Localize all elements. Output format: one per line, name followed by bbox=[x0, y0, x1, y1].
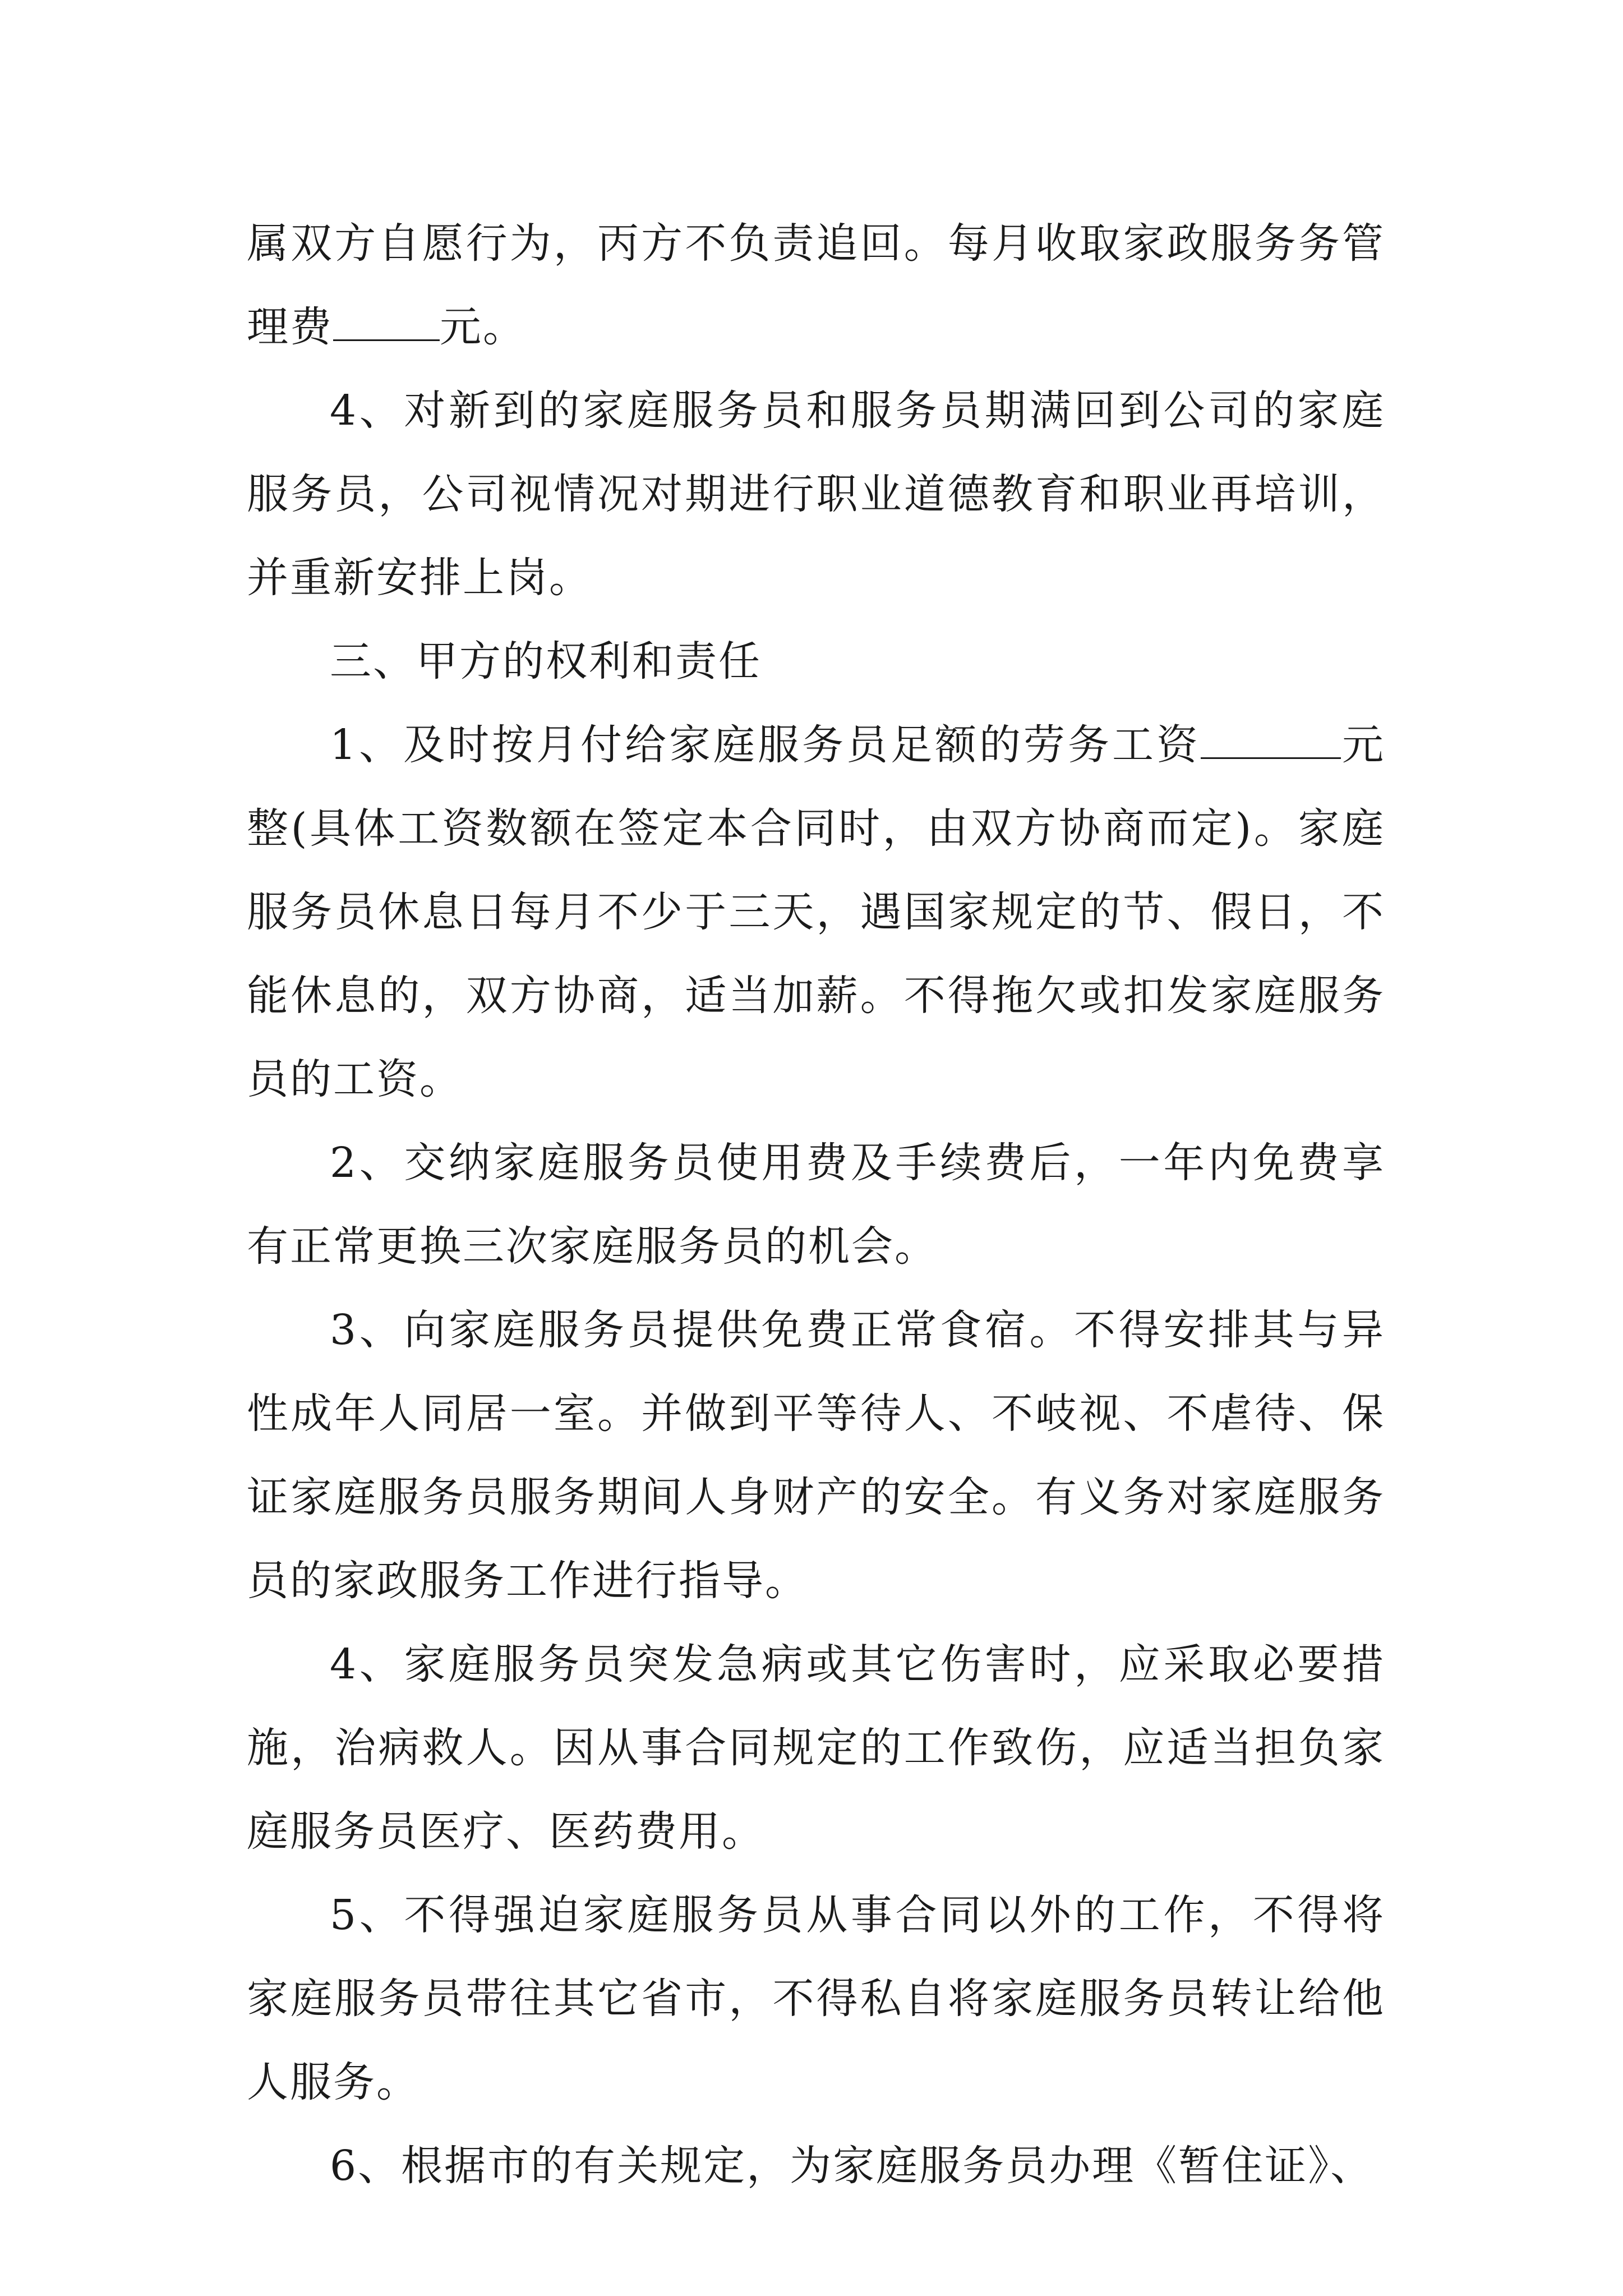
paragraph-fee-continuation bbox=[247, 202, 1385, 369]
paragraph-text: 1、及时按月付给家庭服务员足额的劳务工资 bbox=[330, 721, 1201, 769]
clause-3-2: 2、交纳家庭服务员使用费及手续费后，一年内免费享有正常更换三次家庭服务员的机会。 bbox=[247, 1139, 1385, 1271]
clause-3-5: 5、不得强迫家庭服务员从事合同以外的工作，不得将家庭服务员带往其它省市，不得私自将家庭服务员转让给他人服务。 bbox=[247, 1891, 1385, 2106]
paragraph-text: 属双方自愿行为，丙方不负责追回。每月收取家政服务务管理费 bbox=[247, 219, 1385, 351]
clause-3-1 bbox=[247, 703, 1385, 1121]
section-heading-party-a: 三、甲方的权利和责任 bbox=[330, 637, 762, 685]
clause-2-4: 4、对新到的家庭服务员和服务员期满回到公司的家庭服务员，公司视情况对期进行职业道德教育和职业再培训，并重新安排上岗。 bbox=[247, 386, 1385, 602]
clause-3-3: 3、向家庭服务员提供免费正常食宿。不得安排其与异性成年人同居一室。并做到平等待人、不岐视、不虐待、保证家庭服务员服务期间人身财产的安全。有义务对家庭服务员的家政服务工作进行指导。 bbox=[247, 1306, 1385, 1605]
paragraph-text: 元整(具体工资数额在签定本合同时，由双方协商而定)。家庭服务员休息日每月不少于三天，遇国家规定的节、假日，不能休息的，双方协商，适当加薪。不得拖欠或扣发家庭服务员的工资。 bbox=[247, 721, 1385, 1103]
fill-in-blank bbox=[333, 302, 440, 341]
clause-3-6: 6、根据市的有关规定，为家庭服务员办理《暂住证》、 bbox=[330, 2142, 1374, 2190]
document-body bbox=[247, 202, 1385, 2208]
fill-in-blank bbox=[1201, 720, 1341, 759]
paragraph-text: 元。 bbox=[440, 303, 526, 351]
clause-3-4: 4、家庭服务员突发急病或其它伤害时，应采取必要措施，治病救人。因从事合同规定的工作致伤，应适当担负家庭服务员医疗、医药费用。 bbox=[247, 1640, 1385, 1856]
